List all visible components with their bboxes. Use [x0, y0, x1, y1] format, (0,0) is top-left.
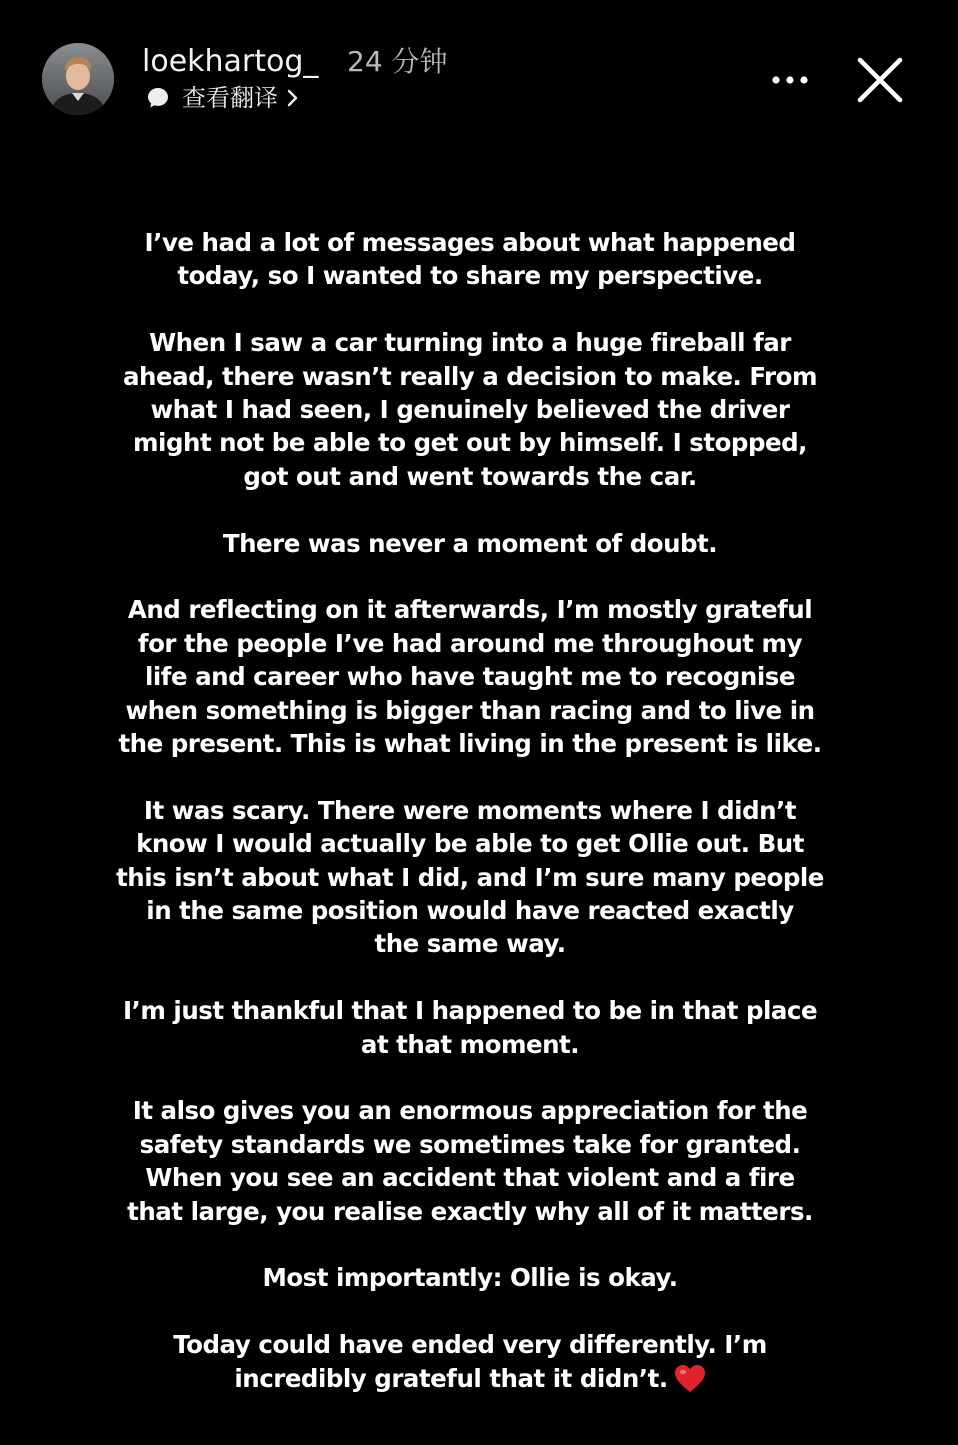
- story-line: this isn’t about what I did, and I’m sure many people: [116, 862, 824, 892]
- story-paragraph: [100, 1261, 840, 1294]
- story-line: It also gives you an enormous appreciation for the: [132, 1096, 808, 1126]
- see-translation-label: 查看翻译: [182, 84, 278, 112]
- story-paragraph: [100, 593, 840, 760]
- story-line: I’m just thankful that I happened to be in that place: [122, 996, 818, 1026]
- story-line: incredibly grateful that it didn’t.: [100, 1362, 840, 1395]
- story-line: in the same position would have reacted exactly: [146, 896, 794, 926]
- username[interactable]: loekhartog_: [142, 44, 319, 79]
- story-line: what I had seen, I genuinely believed the driver: [150, 395, 790, 425]
- story-line: know I would actually be able to get Ollie out. But: [136, 829, 804, 859]
- story-paragraph: [100, 1328, 840, 1395]
- story-paragraph: [100, 794, 840, 961]
- story-line: When you see an accident that violent and a fire: [145, 1163, 795, 1193]
- story-line: that large, you realise exactly why all of it matters.: [127, 1196, 813, 1226]
- story-paragraph: [100, 994, 840, 1061]
- red-heart-icon: [674, 1364, 706, 1394]
- more-horizontal-icon: [768, 62, 812, 98]
- close-icon: [852, 52, 908, 108]
- story-paragraph: [100, 1094, 840, 1228]
- story-line: And reflecting on it afterwards, I’m mostly grateful: [127, 595, 813, 625]
- story-line: today, so I wanted to share my perspective.: [177, 261, 763, 291]
- story-paragraph: [100, 326, 840, 493]
- post-time: 24 分钟: [347, 45, 448, 78]
- story-line: life and career who have taught me to recognise: [145, 662, 795, 692]
- story-line: at that moment.: [360, 1029, 580, 1059]
- story-line: the present. This is what living in the present is like.: [118, 729, 822, 759]
- story-line: ahead, there wasn’t really a decision to make. From: [122, 361, 818, 391]
- see-translation-link[interactable]: [146, 82, 300, 114]
- story-line: got out and went towards the car.: [243, 461, 697, 491]
- story-line: There was never a moment of doubt.: [222, 528, 718, 558]
- more-options-button[interactable]: [768, 62, 812, 98]
- story-paragraph: [100, 226, 840, 293]
- story-line: When I saw a car turning into a huge fireball far: [149, 328, 791, 358]
- story-paragraph: [100, 527, 840, 560]
- profile-photo-icon: [42, 43, 114, 115]
- story-line: Today could have ended very differently. I’m: [173, 1330, 767, 1360]
- story-line: safety standards we sometimes take for granted.: [139, 1129, 801, 1159]
- story-line: Most importantly: Ollie is okay.: [262, 1263, 678, 1293]
- avatar[interactable]: [42, 43, 114, 115]
- story-header: [0, 0, 958, 140]
- speech-bubble-icon: [146, 86, 170, 110]
- story-line: It was scary. There were moments where I didn’t: [143, 795, 797, 825]
- story-line: when something is bigger than racing and to live in: [125, 695, 815, 725]
- story-line: might not be able to get out by himself. I stopped,: [133, 428, 807, 458]
- chevron-right-icon: [286, 86, 300, 110]
- story-line: I’ve had a lot of messages about what happened: [144, 228, 796, 257]
- close-button[interactable]: [852, 52, 908, 108]
- story-text: [100, 226, 840, 1395]
- story-line: the same way.: [374, 929, 566, 959]
- story-line: for the people I’ve had around me throughout my: [137, 628, 803, 658]
